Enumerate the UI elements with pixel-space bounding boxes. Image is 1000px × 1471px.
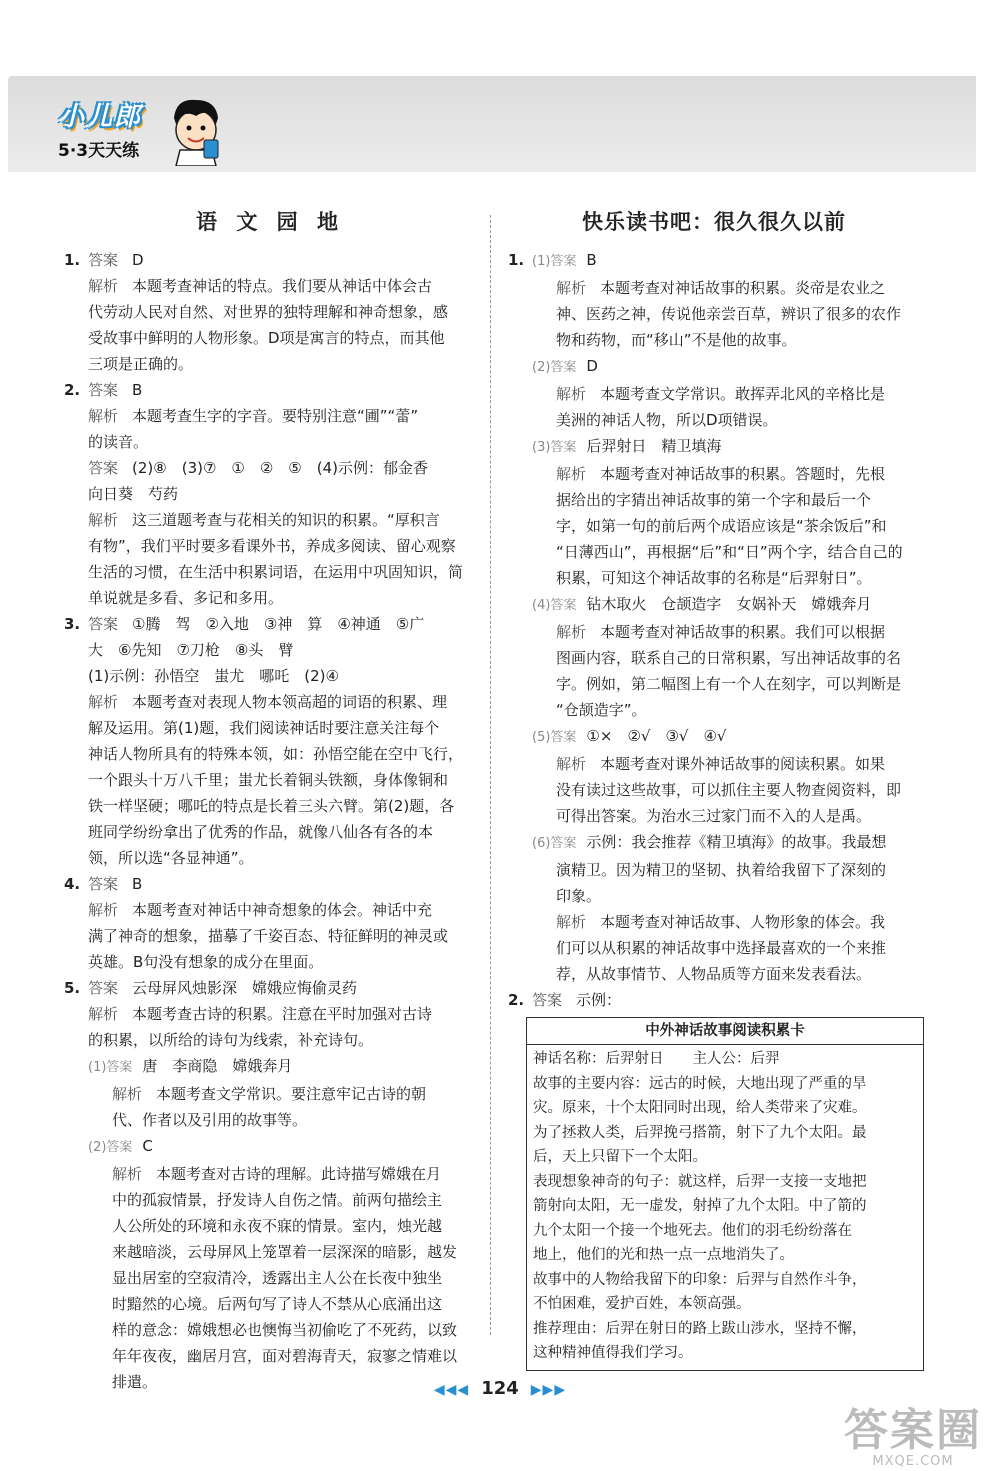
analysis-line: 本题考查对神话故事的积累。我们可以根据 [600, 623, 886, 641]
sub-answer-label: (2)答案 [532, 360, 577, 375]
analysis-label: 解析 [556, 385, 587, 403]
answer-text: 向日葵 芍药 [88, 485, 179, 503]
analysis-line: 三项是正确的。 [88, 355, 194, 373]
answer-label: 答案 [88, 979, 119, 997]
analysis-line: 一个跟头十万八千里；蚩尤长着铜头铁额，身体像铜和 [88, 771, 449, 789]
analysis-line: 本题考查古诗的积累。注意在平时加强对古诗 [132, 1005, 433, 1023]
analysis-line: 神、医药之神，传说他亲尝百草，辨识了很多的农作 [556, 305, 902, 323]
analysis-line: 图画内容，联系自己的日常积累，写出神话故事的名 [556, 649, 902, 667]
answer-text: 演精卫。因为精卫的坚韧、执着给我留下了深刻的 [556, 861, 887, 879]
answer-text: 钻木取火 仓颉造字 女娲补天 嫦娥奔月 [586, 595, 872, 613]
sub-answer-label: (1)答案 [88, 1060, 133, 1075]
analysis-label: 解析 [88, 1005, 119, 1023]
left-q2 [64, 377, 476, 611]
analysis-line: 们可以从积累的神话故事中选择最喜欢的一个来推 [556, 939, 887, 957]
analysis-line: 本题考查生字的字音。要特别注意“圃”“蕾” [132, 407, 419, 425]
analysis-line: 的积累，以所给的诗句为线索，补充诗句。 [88, 1031, 374, 1049]
analysis-line: 本题考查对神话故事的积累。答题时，先根 [600, 465, 886, 483]
answer-label: 答案 [88, 251, 119, 269]
brand-logo [58, 94, 228, 174]
analysis-label: 解析 [88, 407, 119, 425]
analysis-line: 字。例如，第二幅图上有一个人在刻字，可以判断是 [556, 675, 902, 693]
card-line: 故事中的人物给我留下的印象：后羿与自然作斗争， [533, 1271, 867, 1288]
analysis-line: 美洲的神话人物，所以D项错误。 [556, 411, 778, 429]
analysis-line: 本题考查对古诗的理解。此诗描写嫦娥在月 [156, 1165, 442, 1183]
analysis-line: 本题考查神话的特点。我们要从神话中体会古 [132, 277, 433, 295]
right-q2 [508, 987, 920, 1013]
analysis-line: 这三道题考查与花相关的知识的积累。“厚积言 [132, 511, 440, 529]
sub-answer-label: (1)答案 [532, 254, 577, 269]
sub-answer-label: (6)答案 [532, 836, 577, 851]
watermark-url: MXQE.COM [872, 1454, 954, 1469]
analysis-line: 英雄。B句没有想象的成分在里面。 [88, 953, 324, 971]
card-line: 神话名称：后羿射日 主人公：后羿 [533, 1051, 780, 1067]
column-divider [490, 215, 491, 1335]
left-q3 [64, 611, 476, 871]
question-number: 1. [508, 251, 525, 269]
analysis-line: 人公所处的环境和永夜不寐的情景。室内，烛光越 [112, 1217, 443, 1235]
analysis-line: 本题考查对课外神话故事的阅读积累。如果 [600, 755, 886, 773]
right-section-title: 快乐读书吧：很久很久以前 [582, 210, 846, 234]
analysis-line: 班同学纷纷拿出了优秀的作品，就像八仙各有各的本 [88, 823, 434, 841]
answer-text: 示例： [576, 991, 622, 1009]
left-q5 [64, 975, 476, 1395]
analysis-line: 本题考查对神话中神奇想象的体会。神话中充 [132, 901, 433, 919]
analysis-label: 解析 [556, 279, 587, 297]
answer-text: 唐 李商隐 嫦娥奔月 [142, 1057, 293, 1075]
sub-answer-label: (5)答案 [532, 730, 577, 745]
analysis-line: 排遣。 [112, 1373, 158, 1391]
card-line: 后，天上只留下一个太阳。 [533, 1149, 707, 1165]
question-number: 5. [64, 979, 81, 997]
analysis-line: 解及运用。第(1)题，我们阅读神话时要注意关注每个 [88, 719, 440, 737]
analysis-line: 没有读过这些故事，可以抓住主要人物查阅资料，即 [556, 781, 902, 799]
analysis-line: 年年夜夜，幽居月宫，面对碧海青天，寂寥之情难以 [112, 1347, 458, 1365]
right-q1 [508, 247, 920, 987]
reading-record-card [526, 1017, 924, 1371]
analysis-line: 可得出答案。为治水三过家门而不入的人是禹。 [556, 807, 872, 825]
analysis-line: 受故事中鲜明的人物形象。D项是寓言的特点，而其他 [88, 329, 445, 347]
card-line: 灾。原来，十个太阳同时出现，给人类带来了灾难。 [533, 1100, 867, 1116]
analysis-line: 神话人物所具有的特殊本领，如：孙悟空能在空中飞行， [88, 745, 464, 763]
analysis-line: 本题考查文学常识。敢挥弄北风的辛格比是 [600, 385, 886, 403]
left-section-title: 语 文 园 地 [196, 210, 344, 234]
answer-text: C [142, 1137, 153, 1155]
prev-arrows-icon: ◀◀◀ [433, 1382, 470, 1398]
left-q4 [64, 871, 476, 975]
answer-label: 答案 [88, 615, 119, 633]
page-number: 124 [481, 1378, 519, 1399]
analysis-label: 解析 [88, 511, 119, 529]
card-title: 中外神话故事阅读积累卡 [527, 1018, 923, 1045]
analysis-line: 本题考查对神话故事、人物形象的体会。我 [600, 913, 886, 931]
answer-text: ①腾 驾 ②入地 ③神 算 ④神通 ⑤广 [132, 615, 425, 633]
answer-text: D [132, 251, 144, 269]
analysis-line: 单说就是多看、多记和多用。 [88, 589, 284, 607]
analysis-line: 物和药物，而“移山”不是他的故事。 [556, 331, 797, 349]
analysis-label: 解析 [88, 277, 119, 295]
next-arrows-icon: ▶▶▶ [530, 1382, 567, 1398]
analysis-line: 铁一样坚硬；哪吒的特点是长着三头六臂。第(2)题，各 [88, 797, 455, 815]
brand-name: 小儿郎 [58, 102, 143, 132]
answer-label: 答案 [88, 875, 119, 893]
analysis-line: “日薄西山”，再根据“后”和“日”两个字，结合自己的 [556, 543, 903, 561]
analysis-line: 代劳动人民对自然、对世界的独特理解和神奇想象，感 [88, 303, 449, 321]
analysis-label: 解析 [556, 755, 587, 773]
analysis-line: 中的孤寂情景，抒发诗人自伤之情。前两句描绘主 [112, 1191, 443, 1209]
analysis-line: 生活的习惯，在生活中积累词语，在运用中巩固知识，简 [88, 563, 464, 581]
analysis-line: 的读音。 [88, 433, 149, 451]
analysis-label: 解析 [112, 1085, 143, 1103]
analysis-line: 据给出的字猜出神话故事的第一个字和最后一个 [556, 491, 872, 509]
question-number: 1. [64, 251, 81, 269]
answer-text: B [132, 875, 143, 893]
card-line: 箭射向太阳，无一虚发，射掉了九个太阳。中了箭的 [533, 1198, 867, 1214]
card-line: 推荐理由：后羿在射日的路上跋山涉水，坚持不懈， [533, 1320, 867, 1337]
right-column [508, 205, 920, 1371]
question-number: 2. [64, 381, 81, 399]
answer-text: 示例：我会推荐《精卫填海》的故事。我最想 [586, 833, 887, 851]
answer-text: 后羿射日 精卫填海 [586, 437, 722, 455]
analysis-label: 解析 [556, 623, 587, 641]
card-line: 为了拯救人类，后羿挽弓搭箭，射下了九个太阳。最 [533, 1124, 867, 1141]
watermark-logo-text: 答案圈 [844, 1405, 982, 1456]
analysis-line: “仓颉造字”。 [556, 701, 647, 719]
sub-answer-label: (4)答案 [532, 598, 577, 613]
analysis-line: 荐，从故事情节、人物品质等方面来发表看法。 [556, 965, 872, 983]
question-number: 2. [508, 991, 525, 1009]
answer-text: (1)示例：孙悟空 蚩尤 哪吒 (2)④ [88, 667, 339, 685]
sub-answer-label: (3)答案 [532, 440, 577, 455]
analysis-line: 样的意念：嫦娥想必也懊悔当初偷吃了不死药，以致 [112, 1321, 458, 1339]
answer-text: 云母屏风烛影深 嫦娥应悔偷灵药 [132, 979, 358, 997]
analysis-line: 来越暗淡，云母屏风上笼罩着一层深深的暗影，越发 [112, 1243, 458, 1261]
left-q1 [64, 247, 476, 377]
card-line: 表现想象神奇的句子：就这样，后羿一支接一支地把 [533, 1173, 867, 1190]
answer-label: 答案 [532, 991, 563, 1009]
sub-answer-label: (2)答案 [88, 1140, 133, 1155]
analysis-line: 本题考查文学常识。要注意牢记古诗的朝 [156, 1085, 427, 1103]
answer-text: 大 ⑥先知 ⑦刀枪 ⑧头 臂 [88, 641, 294, 659]
analysis-line: 满了神奇的想象，描摹了千姿百态、特征鲜明的神灵或 [88, 927, 449, 945]
analysis-line: 有物”，我们平时要多看课外书，养成多阅读、留心观察 [88, 537, 456, 555]
card-line: 不怕困难，爱护百姓，本领高强。 [533, 1296, 751, 1312]
analysis-line: 显出居室的空寂清冷，透露出主人公在长夜中独坐 [112, 1269, 443, 1287]
analysis-label: 解析 [556, 465, 587, 483]
analysis-line: 代、作者以及引用的故事等。 [112, 1111, 308, 1129]
analysis-line: 本题考查对神话故事的积累。炎帝是农业之 [600, 279, 886, 297]
series-name: 5·3天天练 [58, 141, 140, 161]
card-line: 故事的主要内容：远古的时候，大地出现了严重的旱 [533, 1075, 867, 1092]
analysis-line: 时黯然的心境。后两句写了诗人不禁从心底涌出这 [112, 1295, 443, 1313]
answer-label: 答案 [88, 459, 119, 477]
card-line: 这种精神值得我们学习。 [533, 1345, 693, 1361]
analysis-line: 领，所以选“各显神通”。 [88, 849, 254, 867]
card-line: 地上，他们的光和热一点一点地消失了。 [533, 1247, 794, 1263]
answer-text: (2)⑧ (3)⑦ ① ② ⑤ (4)示例：郁金香 [132, 459, 428, 477]
answer-label: 答案 [88, 381, 119, 399]
analysis-label: 解析 [556, 913, 587, 931]
analysis-label: 解析 [112, 1165, 143, 1183]
analysis-label: 解析 [88, 901, 119, 919]
left-column [64, 205, 476, 1395]
answer-text: D [586, 357, 598, 375]
answer-text: B [132, 381, 143, 399]
answer-text: B [586, 251, 597, 269]
card-line: 九个太阳一个接一个地死去。他们的羽毛纷纷落在 [533, 1222, 852, 1239]
analysis-label: 解析 [88, 693, 119, 711]
question-number: 3. [64, 615, 81, 633]
boy-mascot-icon [166, 96, 224, 166]
analysis-line: 积累，可知这个神话故事的名称是“后羿射日”。 [556, 569, 872, 587]
page-footer [0, 1378, 1000, 1399]
analysis-line: 本题考查对表现人物本领高超的词语的积累、理 [132, 693, 448, 711]
question-number: 4. [64, 875, 81, 893]
answer-text: ①× ②√ ③√ ④√ [586, 727, 727, 745]
site-watermark [844, 1405, 982, 1469]
analysis-line: 字，如第一句的前后两个成语应该是“茶余饭后”和 [556, 517, 887, 535]
answer-text: 印象。 [556, 887, 602, 905]
